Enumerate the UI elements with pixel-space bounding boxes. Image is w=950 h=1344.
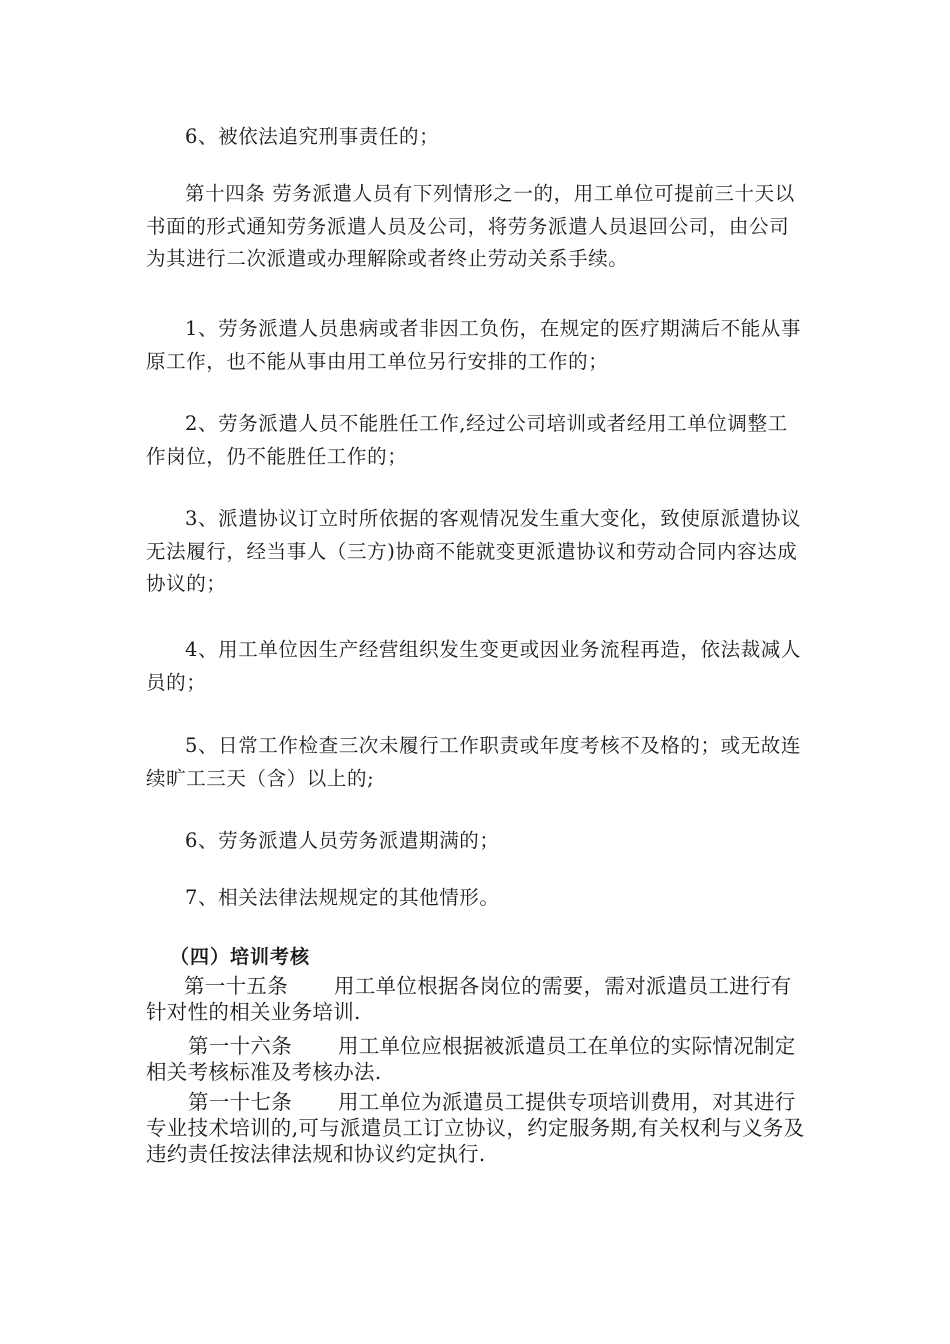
article-15-number: 第一十五条 xyxy=(184,974,288,998)
section-heading-training: （四）培训考核 xyxy=(170,946,311,968)
paragraph-item-3-circumstance-change: 3、派遣协议订立时所依据的客观情况发生重大变化，致使原派遣协议无法履行，经当事人（三方)协商不能就变更派遣协议和劳动合同内容达成协议的； xyxy=(146,507,802,595)
article-17-text: 用工单位为派遣员工提供专项培训费用，对其进行专业技术培训的,可与派遣员工订立协议，约定服务期,有关权利与义务及违约责任按法律法规和协议约定执行. xyxy=(146,1090,805,1166)
paragraph-item-6-criminal: 6、被依法追究刑事责任的； xyxy=(185,125,440,148)
article-14-paragraph: 第十四条 劳务派遣人员有下列情形之一的，用工单位可提前三十天以书面的形式通知劳务派遣人员及公司，将劳务派遣人员退回公司，由公司为其进行二次派遣或办理解除或者终止劳动关系手续。 xyxy=(146,182,795,270)
article-16-text: 用工单位应根据被派遣员工在单位的实际情况制定相关考核标准及考核办法. xyxy=(146,1034,796,1084)
paragraph-item-5-absence: 5、日常工作检查三次未履行工作职责或年度考核不及格的；或无故连续旷工三天（含）以上的; xyxy=(146,734,802,790)
paragraph-item-6-term-expired: 6、劳务派遣人员劳务派遣期满的； xyxy=(185,829,500,852)
paragraph-item-1-illness: 1、劳务派遣人员患病或者非因工负伤，在规定的医疗期满后不能从事原工作，也不能从事由用工单位另行安排的工作的； xyxy=(146,317,802,373)
article-15 xyxy=(146,973,806,1025)
article-17 xyxy=(146,1089,806,1167)
article-16 xyxy=(146,1033,806,1085)
paragraph-item-4-layoff: 4、用工单位因生产经营组织发生变更或因业务流程再造，依法裁减人员的； xyxy=(146,638,802,694)
paragraph-item-7-other: 7、相关法律法规规定的其他情形。 xyxy=(185,886,500,909)
paragraph-item-2-incompetent: 2、劳务派遣人员不能胜任工作,经过公司培训或者经用工单位调整工作岗位，仍不能胜任工作的； xyxy=(146,412,788,468)
article-17-number: 第一十七条 xyxy=(188,1090,292,1114)
article-15-text: 用工单位根据各岗位的需要，需对派遣员工进行有针对性的相关业务培训. xyxy=(146,974,792,1024)
article-16-number: 第一十六条 xyxy=(188,1034,292,1058)
